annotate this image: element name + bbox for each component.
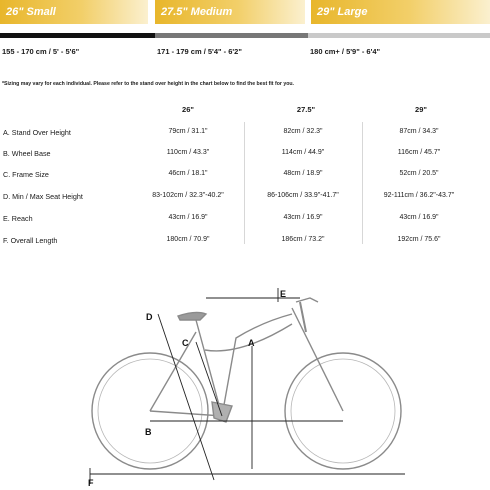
table-row bbox=[0, 230, 490, 251]
column-header-29: 29" bbox=[415, 105, 427, 114]
handlebar bbox=[296, 298, 318, 302]
height-range-small: 155 - 170 cm / 5' - 5'6" bbox=[2, 47, 80, 56]
diagram-label-b: B bbox=[145, 427, 152, 437]
cell-27-5: 86-106cm / 33.9"-41.7" bbox=[267, 192, 339, 199]
cell-29: 92-111cm / 36.2"-43.7" bbox=[383, 192, 455, 199]
cell-27-5: 48cm / 18.9" bbox=[283, 170, 323, 177]
diagram-label-e: E bbox=[280, 289, 287, 299]
sizing-note: *Sizing may vary for each individual. Please refer to the stand over height in the chart below to find the best fit for you. bbox=[2, 81, 294, 87]
column-header-27-5: 27.5" bbox=[296, 105, 316, 114]
cell-29: 43cm / 16.9" bbox=[399, 214, 439, 221]
height-range-medium: 171 - 179 cm / 5'4" - 6'2" bbox=[157, 47, 242, 56]
seat-stay bbox=[150, 332, 196, 411]
cell-29: 87cm / 34.3" bbox=[399, 128, 439, 135]
range-bar-large bbox=[308, 33, 490, 38]
cell-26: 79cm / 31.1" bbox=[168, 128, 208, 135]
bike-geometry-diagram bbox=[0, 272, 490, 490]
diagram-label-d: D bbox=[146, 312, 153, 322]
row-label: A. Stand Over Height bbox=[3, 128, 71, 137]
chain-seat-stays bbox=[150, 320, 222, 416]
cell-27-5: 43cm / 16.9" bbox=[283, 214, 323, 221]
size-band bbox=[0, 0, 490, 24]
row-label: F. Overall Length bbox=[3, 236, 58, 245]
cell-27-5: 82cm / 32.3" bbox=[283, 128, 323, 135]
cell-29: 192cm / 75.6" bbox=[397, 236, 441, 243]
cell-26: 83-102cm / 32.3"-40.2" bbox=[152, 192, 224, 199]
cell-29: 52cm / 20.5" bbox=[399, 170, 439, 177]
dimension-line-c bbox=[196, 342, 222, 416]
table-row bbox=[0, 208, 490, 229]
diagram-label-a: A bbox=[248, 338, 255, 348]
size-tab-large: 29" Large bbox=[311, 0, 490, 24]
table-row bbox=[0, 122, 490, 143]
range-bar-small bbox=[0, 33, 155, 38]
table-row bbox=[0, 164, 490, 185]
row-label: E. Reach bbox=[3, 214, 33, 223]
cell-27-5: 114cm / 44.9" bbox=[281, 149, 325, 156]
saddle bbox=[178, 312, 206, 320]
diagram-label-f: F bbox=[88, 478, 94, 488]
size-tab-medium: 27.5" Medium bbox=[155, 0, 305, 24]
range-bar-medium bbox=[155, 33, 308, 38]
cell-26: 180cm / 70.9" bbox=[166, 236, 210, 243]
down-tube bbox=[222, 314, 292, 416]
cell-27-5: 186cm / 73.2" bbox=[281, 236, 325, 243]
table-row bbox=[0, 143, 490, 164]
row-label: B. Wheel Base bbox=[3, 149, 51, 158]
row-label: C. Frame Size bbox=[3, 170, 49, 179]
cell-26: 46cm / 18.1" bbox=[168, 170, 208, 177]
cell-29: 116cm / 45.7" bbox=[397, 149, 441, 156]
cell-26: 110cm / 43.3" bbox=[166, 149, 210, 156]
size-tab-small: 26" Small bbox=[0, 0, 148, 24]
height-range-large: 180 cm+ / 5'9" - 6'4" bbox=[310, 47, 381, 56]
row-label: D. Min / Max Seat Height bbox=[3, 192, 83, 201]
motor-housing bbox=[212, 402, 232, 422]
column-header-26: 26" bbox=[182, 105, 194, 114]
cell-26: 43cm / 16.9" bbox=[168, 214, 208, 221]
table-row bbox=[0, 186, 490, 207]
diagram-label-c: C bbox=[182, 338, 189, 348]
